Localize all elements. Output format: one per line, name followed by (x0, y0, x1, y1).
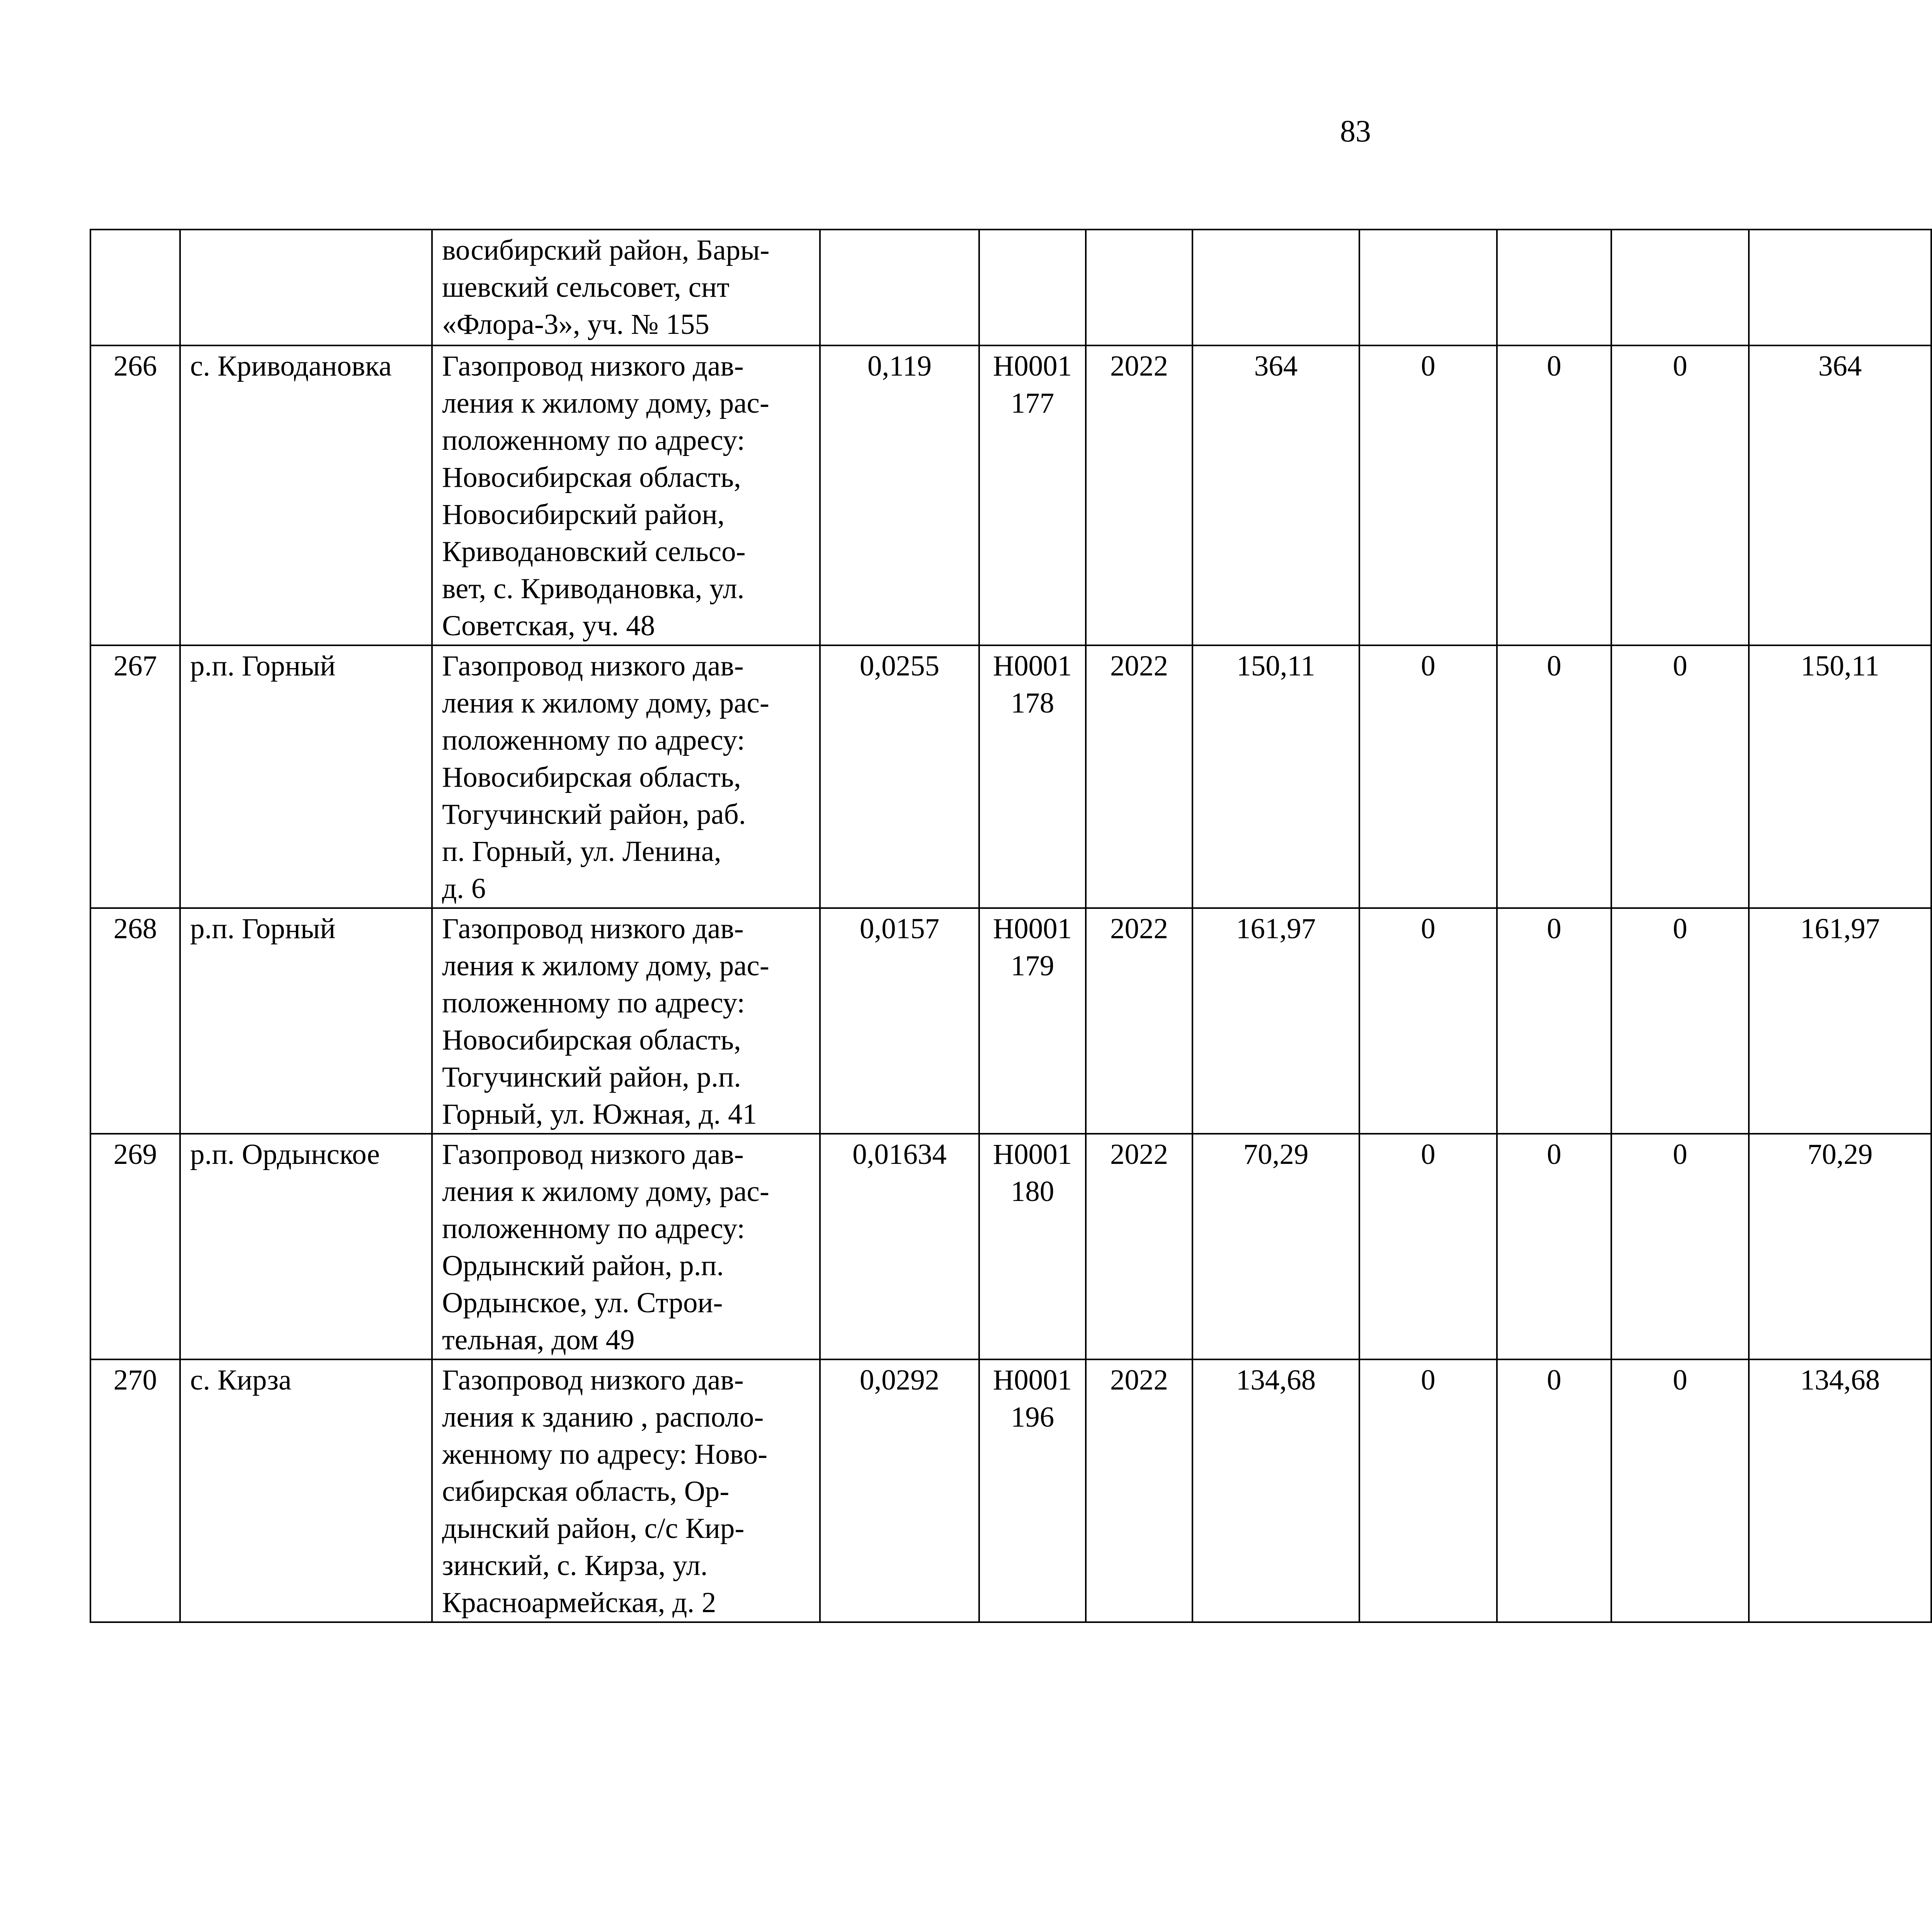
cell-total: 134,68 (1749, 1359, 1931, 1622)
cell-length: 0,119 (820, 345, 979, 645)
table-row (90, 345, 1932, 645)
cell-v1 (1359, 230, 1497, 345)
cell-code: Н0001178 (979, 645, 1086, 908)
cell-v2: 0 (1497, 1359, 1611, 1622)
cell-year: 2022 (1086, 345, 1192, 645)
cell-v3: 0 (1611, 345, 1749, 645)
cell-description: Газопровод низкого дав- ления к зданию , располо- женному по адресу: Ново- сибирская область, Ор- дынский район, с/с Кир- зинский, с. Кирза, ул. Красноармейская, д. 2 (432, 1359, 820, 1622)
cell-code: Н0001180 (979, 1134, 1086, 1359)
cell-num: 270 (90, 1359, 180, 1622)
cell-total: 364 (1749, 345, 1931, 645)
cell-cost: 70,29 (1192, 1134, 1359, 1359)
cell-cost: 364 (1192, 345, 1359, 645)
cell-year: 2022 (1086, 1134, 1192, 1359)
cell-length (820, 230, 979, 345)
cell-num: 266 (90, 345, 180, 645)
cell-total: 161,97 (1749, 908, 1931, 1134)
cell-total: 70,29 (1749, 1134, 1931, 1359)
cell-v3: 0 (1611, 1359, 1749, 1622)
cell-v2 (1497, 230, 1611, 345)
cell-v1: 0 (1359, 1359, 1497, 1622)
cell-cost: 161,97 (1192, 908, 1359, 1134)
cell-v1: 0 (1359, 645, 1497, 908)
cell-cost (1192, 230, 1359, 345)
cell-locality: р.п. Ордынское (180, 1134, 432, 1359)
cell-locality: с. Криводановка (180, 345, 432, 645)
cell-locality: р.п. Горный (180, 645, 432, 908)
cell-v2: 0 (1497, 1134, 1611, 1359)
table-row (90, 908, 1932, 1134)
cell-v1: 0 (1359, 908, 1497, 1134)
cell-description: Газопровод низкого дав- ления к жилому дому, рас- положенному по адресу: Новосибирская область, Тогучинский район, раб. п. Горный, ул. Ленина, д. 6 (432, 645, 820, 908)
page-number: 83 (1340, 114, 1371, 148)
cell-year (1086, 230, 1192, 345)
cell-length: 0,01634 (820, 1134, 979, 1359)
cell-v2: 0 (1497, 345, 1611, 645)
cell-num: 268 (90, 908, 180, 1134)
cell-code: Н0001196 (979, 1359, 1086, 1622)
cell-description: Газопровод низкого дав- ления к жилому дому, рас- положенному по адресу: Новосибирская область, Новосибирский район, Криводановский сельсо- вет, с. Криводановка, ул. Советская, уч. 48 (432, 345, 820, 645)
cell-v3: 0 (1611, 908, 1749, 1134)
cell-v3: 0 (1611, 1134, 1749, 1359)
cell-locality: р.п. Горный (180, 908, 432, 1134)
cell-year: 2022 (1086, 1359, 1192, 1622)
cell-num (90, 230, 180, 345)
cell-v1: 0 (1359, 1134, 1497, 1359)
table-row (90, 1134, 1932, 1359)
cell-locality: с. Кирза (180, 1359, 432, 1622)
cell-description: восибирский район, Бары- шевский сельсовет, снт «Флора-3», уч. № 155 (432, 230, 820, 345)
cell-v1: 0 (1359, 345, 1497, 645)
cell-code: Н0001177 (979, 345, 1086, 645)
cell-description: Газопровод низкого дав- ления к жилому дому, рас- положенному по адресу: Ордынский район, р.п. Ордынское, ул. Строи- тельная, дом 49 (432, 1134, 820, 1359)
table-row (90, 1359, 1932, 1622)
cell-v2: 0 (1497, 908, 1611, 1134)
cell-total: 150,11 (1749, 645, 1931, 908)
table-row (90, 645, 1932, 908)
cell-locality (180, 230, 432, 345)
cell-year: 2022 (1086, 645, 1192, 908)
cell-v3 (1611, 230, 1749, 345)
cell-length: 0,0255 (820, 645, 979, 908)
cell-code (979, 230, 1086, 345)
cell-num: 269 (90, 1134, 180, 1359)
data-table (90, 229, 1932, 1623)
cell-cost: 134,68 (1192, 1359, 1359, 1622)
cell-v3: 0 (1611, 645, 1749, 908)
cell-length: 0,0157 (820, 908, 979, 1134)
cell-cost: 150,11 (1192, 645, 1359, 908)
cell-v2: 0 (1497, 645, 1611, 908)
cell-total (1749, 230, 1931, 345)
cell-code: Н0001179 (979, 908, 1086, 1134)
cell-length: 0,0292 (820, 1359, 979, 1622)
table-row-continuation (90, 230, 1932, 345)
cell-description: Газопровод низкого дав- ления к жилому дому, рас- положенному по адресу: Новосибирская область, Тогучинский район, р.п. Горный, ул. Южная, д. 41 (432, 908, 820, 1134)
cell-year: 2022 (1086, 908, 1192, 1134)
cell-num: 267 (90, 645, 180, 908)
